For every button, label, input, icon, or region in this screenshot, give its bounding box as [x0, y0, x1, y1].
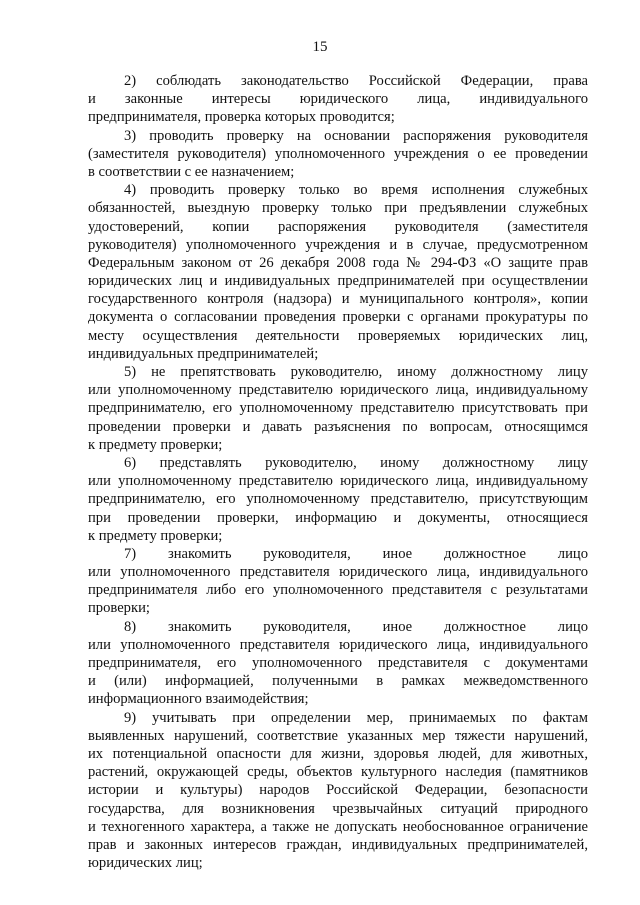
text-line: юридических лиц;: [88, 855, 203, 872]
paragraph-item-2: [88, 72, 588, 127]
text-line: месту осуществления деятельности проверяемых юридических лиц,: [88, 327, 588, 344]
paragraph-item-6: [88, 454, 588, 545]
text-line: их потенциальной опасности для жизни, здоровья людей, для животных,: [88, 745, 588, 762]
paragraph-item-9: [88, 709, 588, 873]
text-line: и техногенного характера, а также не допускать необоснованное ограничение: [88, 818, 588, 835]
text-line: 8) знакомить руководителя, иное должностное лицо: [124, 618, 588, 635]
text-line: предпринимателя либо его уполномоченного представителя с результатами: [88, 582, 588, 599]
text-line: и (или) информацией, полученными в рамках межведомственного: [88, 673, 588, 690]
text-line: или уполномоченного представителя юридического лица, индивидуального: [88, 564, 588, 581]
text-line: проверки;: [88, 600, 150, 617]
text-line: 4) проводить проверку только во время исполнения служебных: [124, 182, 588, 199]
text-line: или уполномоченному представителю юридического лица, индивидуальному: [88, 382, 588, 399]
text-line: руководителя) уполномоченного учреждения и в случае, предусмотренном: [88, 236, 588, 253]
text-line: проведении проверки и давать разъяснения по вопросам, относящимся: [88, 418, 588, 435]
text-line: государственного контроля (надзора) и муниципального контроля», копии: [88, 291, 588, 308]
text-line: к предмету проверки;: [88, 436, 223, 453]
page-number: 15: [312, 39, 328, 55]
paragraph-item-7: [88, 545, 588, 618]
text-line: прав и законных интересов граждан, индивидуальных предпринимателей,: [88, 836, 588, 853]
text-line: 9) учитывать при определении мер, принимаемых по фактам: [124, 709, 588, 726]
text-line: (заместителя руководителя) уполномоченного учреждения о ее проведении: [88, 145, 588, 162]
text-line: юридических лиц и индивидуальных предпринимателей при осуществлении: [88, 273, 588, 290]
paragraph-item-5: [88, 363, 588, 454]
text-line: обязанностей, выездную проверку только при предъявлении служебных: [88, 200, 588, 217]
text-line: при проведении проверки, информацию и документы, относящиеся: [88, 509, 588, 526]
text-line: предпринимателя, его уполномоченного представителя с документами: [88, 655, 588, 671]
text-line: информационного взаимодействия;: [88, 691, 309, 708]
text-line: или уполномоченного представителя юридического лица, индивидуального: [88, 636, 588, 653]
paragraph-item-8: [88, 618, 588, 709]
text-line: удостоверений, копии распоряжения руководителя (заместителя: [88, 218, 588, 235]
text-line: или уполномоченному представителю юридического лица, индивидуальному: [88, 473, 588, 490]
text-line: растений, окружающей среды, объектов культурного наследия (памятников: [88, 764, 588, 781]
text-line: документа о согласовании проведения проверки с органами прокуратуры по: [88, 309, 588, 326]
text-line: к предмету проверки;: [88, 527, 223, 544]
paragraph-item-4: [88, 181, 588, 363]
text-line: Федеральным законом от 26 декабря 2008 года № 294-ФЗ «О защите прав: [88, 254, 588, 271]
text-line: истории и культуры) народов Российской Федерации, безопасности: [88, 782, 588, 799]
text-line: 3) проводить проверку на основании распоряжения руководителя: [124, 127, 588, 144]
text-line: в соответствии с ее назначением;: [88, 163, 295, 180]
document-body: [88, 72, 588, 872]
text-line: 7) знакомить руководителя, иное должностное лицо: [124, 545, 588, 562]
paragraph-item-3: [88, 127, 588, 182]
text-line: индивидуальных предпринимателей;: [88, 345, 319, 362]
text-line: предпринимателя, проверка которых проводится;: [88, 109, 395, 126]
text-line: выявленных нарушений, соответствие указанных мер тяжести нарушений,: [88, 727, 588, 744]
text-line: государства, для возникновения чрезвычайных ситуаций природного: [88, 800, 588, 817]
text-line: 6) представлять руководителю, иному должностному лицу: [124, 454, 588, 471]
text-line: 5) не препятствовать руководителю, иному должностному лицу: [124, 364, 588, 380]
text-line: предпринимателю, его уполномоченному представителю присутствовать при: [88, 400, 588, 417]
text-line: предпринимателю, его уполномоченному представителю, присутствующим: [88, 491, 588, 508]
text-line: 2) соблюдать законодательство Российской Федерации, права: [124, 73, 588, 89]
text-line: и законные интересы юридического лица, индивидуального: [88, 91, 588, 108]
